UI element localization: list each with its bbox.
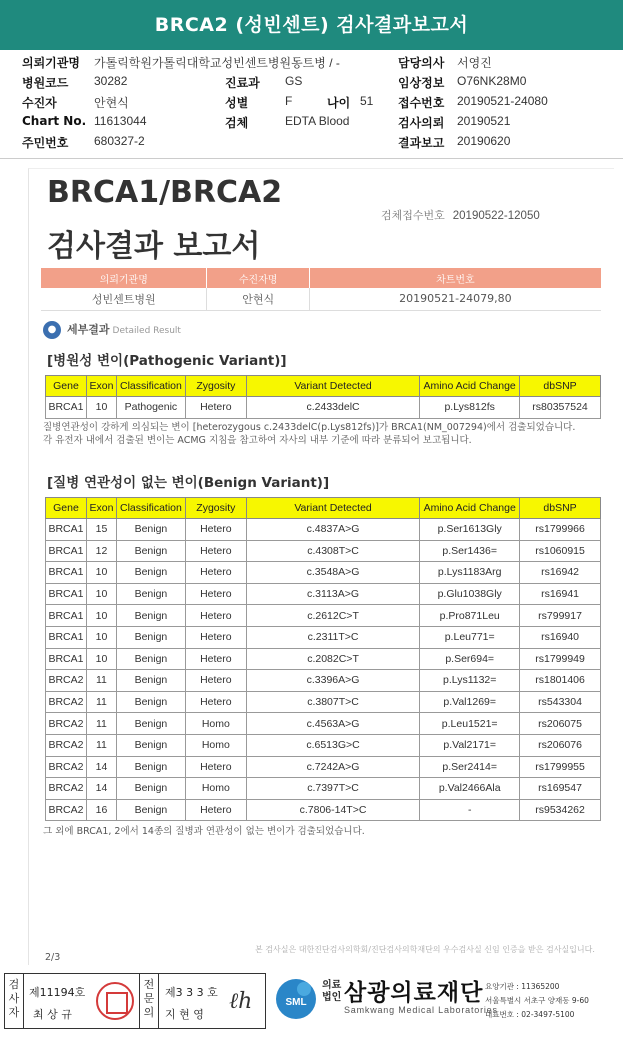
value-institution — [94, 54, 340, 71]
table-cell: rs1799949 — [520, 648, 601, 670]
table-cell: p.Lys1132= — [420, 670, 520, 692]
label-chart-no: Chart No. — [22, 114, 87, 128]
certification-note: 본 검사실은 대한진단검사의학회/진단검사의학재단의 우수검사실 신임 인증을 받은 검사실입니다. — [255, 945, 595, 954]
table-cell: 10 — [86, 626, 116, 648]
table-cell: 11 — [86, 670, 116, 692]
table-cell: Hetero — [185, 562, 246, 584]
table-cell: 16 — [86, 799, 116, 821]
table-cell: p.Pro871Leu — [420, 605, 520, 627]
table-cell: Hetero — [185, 519, 246, 541]
label-sex: 성별 — [225, 96, 249, 110]
table-cell: BRCA1 — [46, 648, 87, 670]
table-cell: 10 — [86, 605, 116, 627]
column-header: Variant Detected — [246, 376, 419, 397]
value-specimen: EDTA Blood — [285, 114, 350, 128]
table-row — [46, 713, 601, 735]
table-cell: p.Ser1613Gly — [420, 519, 520, 541]
column-header: Exon — [86, 376, 116, 397]
value-age: 51 — [360, 94, 374, 108]
report-page — [28, 168, 614, 965]
table-row — [46, 626, 601, 648]
table-cell: c.6513G>C — [246, 734, 419, 756]
label-doctor: 담당의사 — [398, 56, 445, 70]
table-cell: 12 — [86, 540, 116, 562]
table-cell: Benign — [116, 670, 185, 692]
table-cell: Hetero — [185, 691, 246, 713]
pathogenic-note — [43, 421, 575, 447]
divider — [23, 974, 24, 1028]
table-cell: BRCA1 — [46, 562, 87, 584]
table-cell: Homo — [185, 713, 246, 735]
value-sex: F — [285, 94, 293, 108]
column-header: Zygosity — [185, 376, 246, 397]
detail-result-label — [43, 321, 181, 339]
table-cell: c.3113A>G — [246, 583, 419, 605]
table-cell: c.7242A>G — [246, 756, 419, 778]
org-english-name: Samkwang Medical Laboratories — [344, 1005, 498, 1015]
table-cell: p.Leu1521= — [420, 713, 520, 735]
table-cell: Hetero — [185, 397, 246, 419]
table-cell: Benign — [116, 799, 185, 821]
table-cell: Hetero — [185, 626, 246, 648]
table-row — [46, 583, 601, 605]
column-header: Gene — [46, 376, 87, 397]
table-cell: BRCA2 — [46, 799, 87, 821]
table-cell: BRCA1 — [46, 626, 87, 648]
examiner-license: 제11194호 — [29, 986, 86, 999]
table-cell: Hetero — [185, 605, 246, 627]
table-row — [46, 605, 601, 627]
table-cell: rs9534262 — [520, 799, 601, 821]
divider — [139, 974, 140, 1028]
table-cell: Benign — [116, 778, 185, 800]
table-cell: rs80357524 — [520, 397, 601, 419]
value-report-date: 20190620 — [457, 134, 511, 148]
table-cell: rs1060915 — [520, 540, 601, 562]
value-department: GS — [285, 74, 303, 88]
institution-name: 가톨릭학원가톨릭대학교성빈센트병원 — [94, 56, 292, 70]
table-cell: Pathogenic — [116, 397, 185, 419]
signature-box — [4, 973, 266, 1029]
org-name: 삼광의료재단 — [344, 980, 484, 1006]
table-cell: Benign — [116, 626, 185, 648]
value-clinical-info: O76NK28M0 — [457, 74, 527, 88]
table-cell: Benign — [116, 540, 185, 562]
label-request-date: 검사의뢰 — [398, 116, 445, 130]
table-cell: - — [420, 799, 520, 821]
column-header: Classification — [116, 376, 185, 397]
value-patient: 안현식 — [94, 96, 129, 110]
table-row — [46, 691, 601, 713]
detail-label: 세부결과 — [67, 323, 110, 336]
specialist-name: 지 현 영 — [165, 1008, 204, 1021]
org-code: 요양기관 : 11365200 — [485, 982, 560, 991]
value-id-no: 680327-2 — [94, 134, 145, 148]
table-cell: 10 — [86, 648, 116, 670]
table-cell: p.Val1269= — [420, 691, 520, 713]
table-cell: p.Ser1436= — [420, 540, 520, 562]
value-doctor: 서영진 — [457, 56, 492, 70]
table-cell: Hetero — [185, 583, 246, 605]
column-header: Variant Detected — [246, 498, 419, 519]
report-main-title: BRCA1/BRCA2 — [47, 175, 283, 210]
table-row — [46, 397, 601, 419]
patient-table-cell: 안현식 — [207, 288, 309, 310]
page-number: 2/3 — [45, 952, 61, 963]
pathogenic-table — [45, 375, 601, 419]
table-row — [46, 756, 601, 778]
table-cell: BRCA2 — [46, 691, 87, 713]
pathogenic-heading: [병원성 변이(Pathogenic Variant)] — [47, 353, 287, 369]
column-header: Exon — [86, 498, 116, 519]
signature-icon: ℓh — [229, 989, 253, 1014]
patient-info — [22, 54, 612, 154]
table-row — [46, 799, 601, 821]
table-cell: Hetero — [185, 756, 246, 778]
org-address: 서울특별시 서초구 양재동 9-60 — [485, 996, 589, 1005]
table-cell: c.3396A>G — [246, 670, 419, 692]
column-header: Amino Acid Change — [420, 376, 520, 397]
specialist-license: 제3 3 3 호 — [165, 986, 218, 999]
table-cell: c.2311T>C — [246, 626, 419, 648]
table-cell: rs1799966 — [520, 519, 601, 541]
table-cell: 11 — [86, 691, 116, 713]
patient-table-cell: 성빈센트병원 — [41, 288, 207, 310]
label-hospital-code: 병원코드 — [22, 76, 69, 90]
column-header: Amino Acid Change — [420, 498, 520, 519]
accession-label: 검체접수번호 — [381, 209, 445, 222]
column-header: dbSNP — [520, 376, 601, 397]
table-cell: Benign — [116, 583, 185, 605]
table-cell: Homo — [185, 734, 246, 756]
table-row — [46, 670, 601, 692]
column-header: Zygosity — [185, 498, 246, 519]
label-receipt-no: 접수번호 — [398, 96, 445, 110]
seal-icon — [96, 982, 134, 1020]
table-cell: rs206075 — [520, 713, 601, 735]
table-cell: BRCA1 — [46, 605, 87, 627]
table-cell: Hetero — [185, 670, 246, 692]
table-cell: 11 — [86, 713, 116, 735]
value-request-date: 20190521 — [457, 114, 511, 128]
table-cell: BRCA2 — [46, 670, 87, 692]
table-cell: rs543304 — [520, 691, 601, 713]
table-cell: 10 — [86, 397, 116, 419]
detail-label-en: Detailed Result — [112, 326, 181, 336]
org-phone: 대표번호 : 02-3497-5100 — [485, 1010, 575, 1019]
divider — [158, 974, 159, 1028]
patient-table-header: 차트번호 — [309, 268, 601, 288]
label-department: 진료과 — [225, 76, 260, 90]
table-cell: BRCA2 — [46, 734, 87, 756]
label-patient: 수진자 — [22, 96, 57, 110]
table-cell: c.3807T>C — [246, 691, 419, 713]
table-cell: p.Ser2414= — [420, 756, 520, 778]
table-cell: BRCA1 — [46, 397, 87, 419]
table-cell: rs206076 — [520, 734, 601, 756]
table-cell: Benign — [116, 691, 185, 713]
label-examiner: 검사자 — [8, 978, 20, 1019]
table-cell: rs1799955 — [520, 756, 601, 778]
ward: 동트병 / - — [291, 56, 340, 70]
label-clinical-info: 임상정보 — [398, 76, 445, 90]
table-cell: rs169547 — [520, 778, 601, 800]
table-cell: 10 — [86, 583, 116, 605]
patient-table-header: 수진자명 — [207, 268, 309, 288]
column-header: Classification — [116, 498, 185, 519]
table-row — [46, 562, 601, 584]
value-receipt-no: 20190521-24080 — [457, 94, 548, 108]
patient-table-header: 의뢰기관명 — [41, 268, 207, 288]
table-cell: p.Glu1038Gly — [420, 583, 520, 605]
patient-table — [41, 268, 601, 311]
label-institution: 의뢰기관명 — [22, 56, 80, 70]
table-cell: Benign — [116, 713, 185, 735]
report-title: BRCA2 (성빈센트) 검사결과보고서 — [0, 0, 623, 50]
table-row — [46, 540, 601, 562]
examiner-name: 최 상 규 — [33, 1008, 72, 1021]
table-cell: BRCA2 — [46, 756, 87, 778]
table-cell: Benign — [116, 734, 185, 756]
table-cell: p.Leu771= — [420, 626, 520, 648]
benign-note: 그 외에 BRCA1, 2에서 14종의 질병과 연관성이 없는 변이가 검출되었습니다. — [43, 826, 365, 837]
table-row — [46, 734, 601, 756]
table-cell: c.2433delC — [246, 397, 419, 419]
table-cell: p.Val2466Ala — [420, 778, 520, 800]
table-cell: Hetero — [185, 540, 246, 562]
table-row — [46, 519, 601, 541]
table-cell: 14 — [86, 778, 116, 800]
logo-text: SML — [285, 997, 307, 1008]
table-cell: rs16940 — [520, 626, 601, 648]
patient-table-cell: 20190521-24079,80 — [399, 292, 512, 306]
table-cell: BRCA2 — [46, 778, 87, 800]
org-type: 의료 법인 — [322, 980, 342, 1003]
label-id-no: 주민번호 — [22, 136, 69, 150]
value-chart-no: 11613044 — [94, 114, 147, 128]
table-cell: c.7397T>C — [246, 778, 419, 800]
table-cell: Benign — [116, 756, 185, 778]
report-sub-title: 검사결과 보고서 — [47, 229, 261, 264]
table-cell: rs16941 — [520, 583, 601, 605]
table-cell: c.2612C>T — [246, 605, 419, 627]
table-cell: c.7806-14T>C — [246, 799, 419, 821]
label-age: 나이 — [327, 96, 351, 110]
table-cell: BRCA2 — [46, 713, 87, 735]
table-cell: c.4563A>G — [246, 713, 419, 735]
table-cell: BRCA1 — [46, 583, 87, 605]
table-cell: Benign — [116, 562, 185, 584]
ribbon-icon: ● — [43, 321, 61, 339]
pathogenic-note-line: 각 유전자 내에서 검출된 변이는 ACMG 지침을 참고하여 자사의 내부 기준에 따라 분류되어 보고됩니다. — [43, 435, 472, 446]
benign-table — [45, 497, 601, 821]
column-header: dbSNP — [520, 498, 601, 519]
table-cell: Benign — [116, 519, 185, 541]
table-cell: rs16942 — [520, 562, 601, 584]
table-cell: rs1801406 — [520, 670, 601, 692]
table-cell: Hetero — [185, 799, 246, 821]
table-cell: 14 — [86, 756, 116, 778]
table-cell: BRCA1 — [46, 540, 87, 562]
label-specialist: 전문의 — [143, 978, 155, 1019]
table-row — [46, 778, 601, 800]
header-divider — [0, 158, 623, 159]
pathogenic-note-line: 질병연관성이 강하게 의심되는 변이 [heterozygous c.2433delC(p.Lys812fs)]가 BRCA1(NM_007294)에서 검출되었습니다. — [43, 422, 576, 433]
table-cell: Benign — [116, 605, 185, 627]
table-cell: Benign — [116, 648, 185, 670]
table-cell: Hetero — [185, 648, 246, 670]
benign-heading: [질병 연관성이 없는 변이(Benign Variant)] — [47, 475, 330, 491]
table-cell: p.Val2171= — [420, 734, 520, 756]
table-cell: p.Ser694= — [420, 648, 520, 670]
table-cell: c.4837A>G — [246, 519, 419, 541]
org-contact — [485, 980, 589, 1022]
accession-value: 20190522-12050 — [452, 210, 540, 222]
table-cell: c.3548A>G — [246, 562, 419, 584]
sml-logo-icon — [274, 977, 318, 1021]
table-cell: Homo — [185, 778, 246, 800]
label-specimen: 검체 — [225, 116, 249, 130]
table-cell: 15 — [86, 519, 116, 541]
table-cell: p.Lys1183Arg — [420, 562, 520, 584]
table-cell: BRCA1 — [46, 519, 87, 541]
label-report-date: 결과보고 — [398, 136, 445, 150]
accession — [381, 207, 540, 223]
table-cell: rs799917 — [520, 605, 601, 627]
table-cell: c.4308T>C — [246, 540, 419, 562]
table-cell: 10 — [86, 562, 116, 584]
table-cell: c.2082C>T — [246, 648, 419, 670]
table-cell: 11 — [86, 734, 116, 756]
table-cell: p.Lys812fs — [420, 397, 520, 419]
table-row — [46, 648, 601, 670]
value-hospital-code: 30282 — [94, 74, 128, 88]
column-header: Gene — [46, 498, 87, 519]
